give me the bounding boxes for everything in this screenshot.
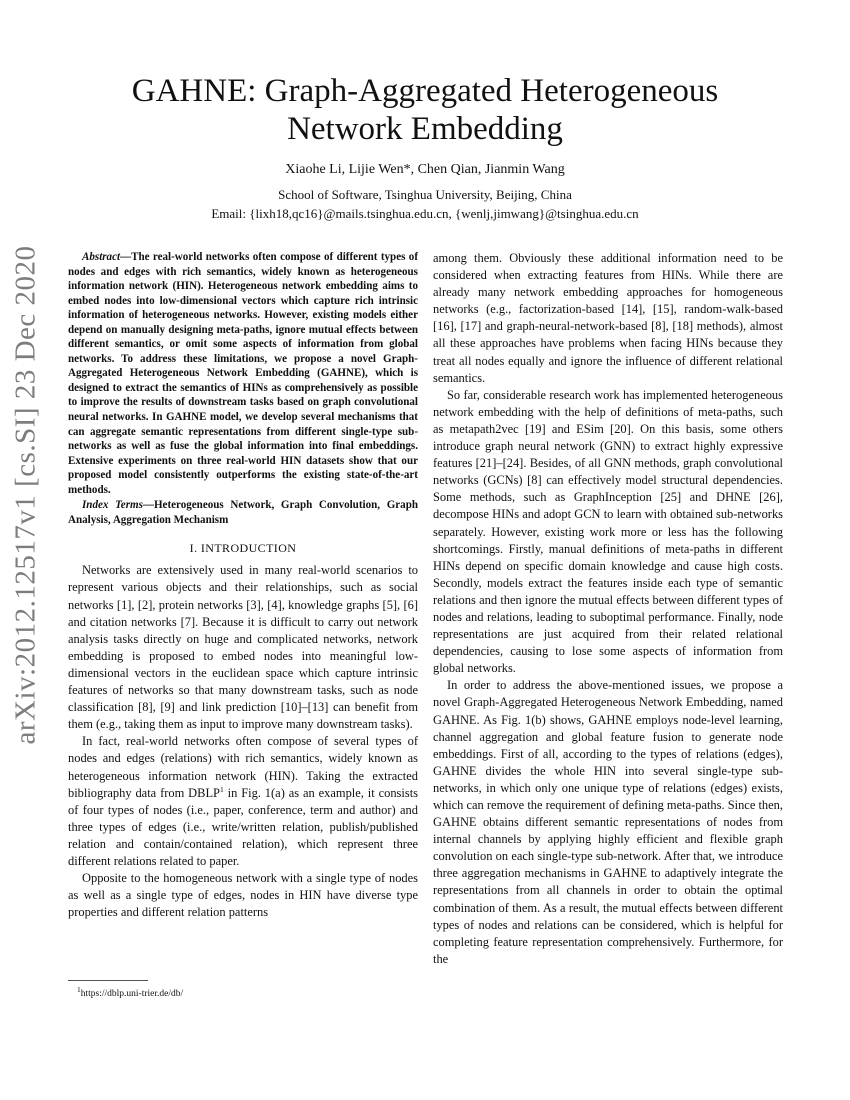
footnote <box>77 984 184 1000</box>
index-terms-lead: Index Terms <box>82 499 143 512</box>
footnote-text: https://dblp.uni-trier.de/db/ <box>80 989 184 999</box>
abstract-lead: Abstract <box>82 251 121 263</box>
section-heading-introduction: I. INTRODUCTION <box>189 541 297 556</box>
abstract <box>68 250 418 497</box>
paper-title: GAHNE: Graph-Aggregated Heterogeneous Network Embedding <box>131 73 719 147</box>
intro-paragraph-2-part-b: in Fig. 1(a) as an example, it consists of four types of nodes (i.e., paper, conference, term and author) and three types of edges (i.e., write/written relation, publish/published relation and contain/contained relation), which represent three different relations related to paper. <box>68 785 418 868</box>
footnote-rule <box>68 980 148 981</box>
footnote-mark: 1 <box>77 984 81 994</box>
intro-paragraph-1: Networks are extensively used in many real-world scenarios to represent various objects and their relationships, such as social networks [1], [2], protein networks [3], [4], knowledge graphs [5], [6] and citation networks [7]. Because it is difficult to carry out network analysis tasks directly on huge and complicated networks, network embedding is proposed to embed nodes into meaningful low-dimensional vectors in the euclidean space which capture intrinsic features of networks so that many downstream tasks, such as node classification [8], [9] and link prediction [10]–[13] can benefit from them (e.g., taking them as input to improve many downstream tasks). <box>68 563 418 732</box>
intro-paragraph-5: So far, considerable research work has implemented heterogeneous network embedding with the help of definitions of meta-paths, such as metapath2vec [19] and ESim [20]. On this basis, some others introduce graph neural network (GNN) to extract highly expressive features [21]–[24]. Besides, of all GNN methods, graph convolutional networks (GCNs) [8] can effectively model structural dependencies. Some methods, such as GraphInception [25] and DHNE [26], decompose HINs and adopt GCN to learn with obtained sub-networks separately. However, existing work more or less has the following shortcomings. Firstly, manual definitions of meta-paths in different HINs depend on specific domain knowledge and cause high costs. Secondly, models extract the features inside each type of semantic relations and then ignore the mutual effects between different types of nodes and relations, leading to suboptimal performance. Finally, node representations are just acquired from their related relational dependencies, causing to lose some aspects of information from global networks. <box>433 387 783 676</box>
intro-paragraph-2 <box>68 733 418 870</box>
abstract-text: —The real-world networks often compose of different types of nodes and edges with rich semantics, widely known as heterogeneous information network (HIN). Heterogeneous network embedding aims to embed nodes into low-dimensional vectors which capture rich intrinsic information of heterogeneous networks. However, existing models either depend on manually designing meta-paths, ignore mutual effects between different semantics, or omit some aspects of information from global networks. To address these limitations, we propose a novel Graph-Aggregated Heterogeneous Network Embedding (GAHNE), which is designed to extract the semantics of HINs as comprehensively as possible to improve the results of downstream tasks based on graph convolutional neural networks. In GAHNE model, we develop several mechanisms that can aggregate semantic representations from different single-type sub-networks as well as fuse the global information into final embeddings. Extensive experiments on three real-world HIN datasets show that our proposed model consistently outperforms the existing state-of-the-art methods. <box>68 251 418 496</box>
email-line: Email: {lixh18,qc16}@mails.tsinghua.edu.cn, {wenlj,jimwang}@tsinghua.edu.cn <box>211 206 639 221</box>
intro-paragraph-2-part-a: In fact, real-world networks often compose of several types of nodes and edges (relations) with rich semantics, widely known as heterogeneous information network (HIN). Taking the extracted bibliography data from DBLP <box>68 734 418 800</box>
right-column <box>433 250 783 968</box>
intro-paragraph-3: Opposite to the homogeneous network with a single type of nodes as well as a single type of edges, nodes in HIN have diverse type properties and different relation patterns <box>68 871 418 920</box>
affiliation: School of Software, Tsinghua University, Beijing, China <box>278 187 572 202</box>
index-terms-text: —Heterogeneous Network, Graph Convolution, Graph Analysis, Aggregation Mechanism <box>68 499 418 526</box>
arxiv-identifier: arXiv:2012.12517v1 [cs.SI] 23 Dec 2020 <box>9 245 42 745</box>
index-terms <box>68 498 418 527</box>
intro-paragraph-4: among them. Obviously these additional information need to be considered when extracting features from HINs. While there are already many network embedding approaches for homogeneous networks (e.g., factorization-based [14], [15], random-walk-based [16], [17] and graph-neural-network-based [8], [18] methods), almost all these approaches have problems when facing HINs because they treat all nodes equally and ignore the influence of different relational semantics. <box>433 251 783 385</box>
arxiv-sidebar <box>4 245 48 745</box>
intro-paragraph-6: In order to address the above-mentioned issues, we propose a novel Graph-Aggregated Heterogeneous Network Embedding, named GAHNE. As Fig. 1(b) shows, GAHNE employs node-level learning, channel aggregation and global feature fusion to generate node embeddings. First of all, according to the types of relations (edges), GAHNE divides the whole HIN into several single-type sub-networks, in which only one unique type of relations (edges) exists, which can remove the requirement of defining meta-paths. Since then, GAHNE obtains different semantic representations of nodes from internal channels by applying highly efficient and flexible graph convolution on each single-type sub-network. After that, we introduce three aggregation mechanisms in GAHNE to adaptively integrate the representations from all channels in order to obtain the optimal combination of them. As a result, the mutual effects between different types of nodes and relations can be considered, which is helpful for completing feature representation comprehensively. Furthermore, for the <box>433 678 783 966</box>
footnote-marker: 1 <box>219 784 224 794</box>
author-list: Xiaohe Li, Lijie Wen*, Chen Qian, Jianmin Wang <box>285 162 565 177</box>
left-column <box>68 250 418 921</box>
